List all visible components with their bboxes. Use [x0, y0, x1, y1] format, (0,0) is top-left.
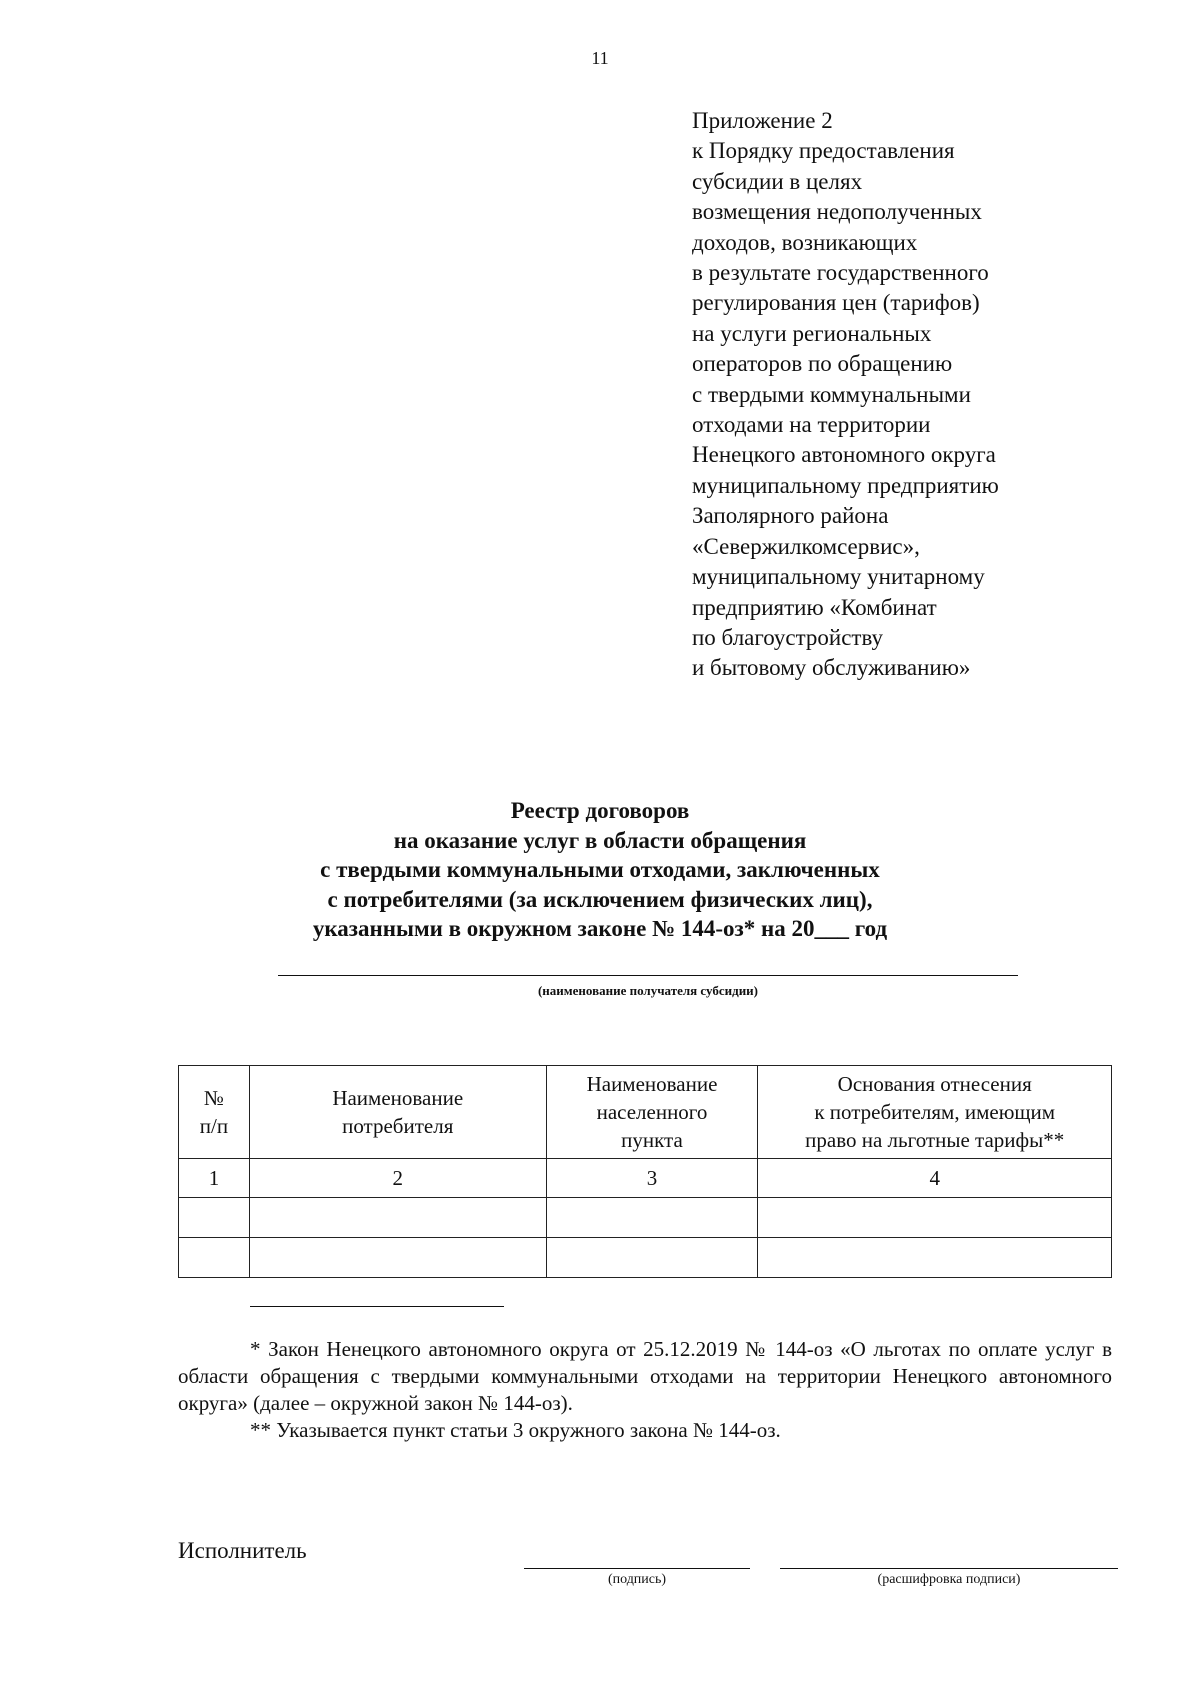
recipient-name-line: [278, 975, 1018, 976]
recipient-caption: (наименование получателя субсидии): [537, 983, 759, 998]
appendix-line: муниципальному унитарному: [692, 564, 985, 590]
table-cell: [758, 1238, 1112, 1278]
column-number: 1: [179, 1159, 250, 1198]
appendix-line: к Порядку предоставления: [692, 138, 955, 164]
appendix-line: предприятию «Комбинат: [692, 594, 937, 620]
header-consumer-name: [249, 1066, 546, 1159]
appendix-line: Заполярного района: [692, 503, 889, 529]
header-line: право на льготные тарифы**: [805, 1128, 1065, 1152]
registry-table: [178, 1065, 1112, 1278]
title-line: Реестр договоров: [510, 798, 690, 823]
appendix-line: Ненецкого автономного округа: [692, 442, 996, 468]
title-line: на оказание услуг в области обращения: [393, 827, 807, 853]
header-line: п/п: [199, 1114, 229, 1138]
header-line: Основания отнесения: [837, 1072, 1032, 1096]
header-line: потребителя: [342, 1114, 454, 1138]
title-line: с потребителями (за исключением физических лиц),: [327, 886, 873, 912]
appendix-line: регулирования цен (тарифов): [692, 290, 980, 316]
appendix-line: по благоустройству: [692, 624, 884, 650]
table-cell: [179, 1198, 250, 1238]
footnote-2: ** Указывается пункт статьи 3 окружного закона № 144-оз.: [250, 1418, 781, 1442]
column-number: 4: [758, 1159, 1112, 1198]
appendix-line: в результате государственного: [692, 260, 989, 286]
appendix-line: на услуги региональных: [692, 320, 932, 346]
appendix-line: Приложение 2: [692, 108, 833, 133]
appendix-line: и бытовому обслуживанию»: [692, 655, 971, 681]
table-row: [179, 1238, 1112, 1278]
title-line: указанными в окружном законе № 144-оз* на 20___ год: [312, 916, 888, 941]
appendix-line: доходов, возникающих: [692, 229, 918, 255]
title-line: с твердыми коммунальными отходами, заключенных: [320, 857, 880, 882]
table-cell: [249, 1238, 546, 1278]
appendix-line: отходами на территории: [692, 412, 931, 438]
header-grounds: [758, 1066, 1112, 1159]
signature-decoding-line: [780, 1568, 1118, 1569]
header-line: Наименование: [586, 1072, 718, 1096]
header-line: Наименование: [332, 1086, 464, 1110]
appendix-line: «Севержилкомсервис»,: [692, 533, 920, 559]
signature-line: [524, 1568, 750, 1569]
page-number: 11: [591, 48, 609, 68]
column-number: 2: [249, 1159, 546, 1198]
header-settlement-name: [546, 1066, 758, 1159]
table-cell: [758, 1198, 1112, 1238]
footnote-divider: [250, 1306, 504, 1307]
header-line: к потребителям, имеющим: [814, 1100, 1056, 1124]
appendix-block: [692, 106, 1112, 684]
header-line: населенного: [596, 1100, 708, 1124]
document-title: [0, 796, 1200, 944]
signature-caption: (подпись): [607, 1572, 667, 1587]
table-row: [179, 1198, 1112, 1238]
header-number: [179, 1066, 250, 1159]
table-cell: [546, 1198, 758, 1238]
table-cell: [546, 1238, 758, 1278]
table-cell: [179, 1238, 250, 1278]
header-line: пункта: [621, 1128, 683, 1152]
appendix-line: муниципальному предприятию: [692, 472, 999, 498]
column-number: 3: [546, 1159, 758, 1198]
footnote-1: * Закон Ненецкого автономного округа от 25.12.2019 № 144-оз «О льготах по оплате услуг в области обращения с твердыми коммунальными отходами на территории Ненецкого автономного округа» (далее – окружной закон № 144-оз).: [178, 1337, 1112, 1415]
table-cell: [249, 1198, 546, 1238]
executor-label: Исполнитель: [178, 1538, 307, 1563]
appendix-line: с твердыми коммунальными: [692, 381, 971, 407]
appendix-line: возмещения недополученных: [692, 199, 982, 225]
header-line: №: [203, 1086, 224, 1110]
column-number-row: [179, 1159, 1112, 1198]
appendix-line: субсидии в целях: [692, 168, 863, 194]
appendix-line: операторов по обращению: [692, 351, 953, 377]
signature-decoding-caption: (расшифровка подписи): [877, 1572, 1021, 1587]
footnotes: [178, 1336, 1112, 1444]
